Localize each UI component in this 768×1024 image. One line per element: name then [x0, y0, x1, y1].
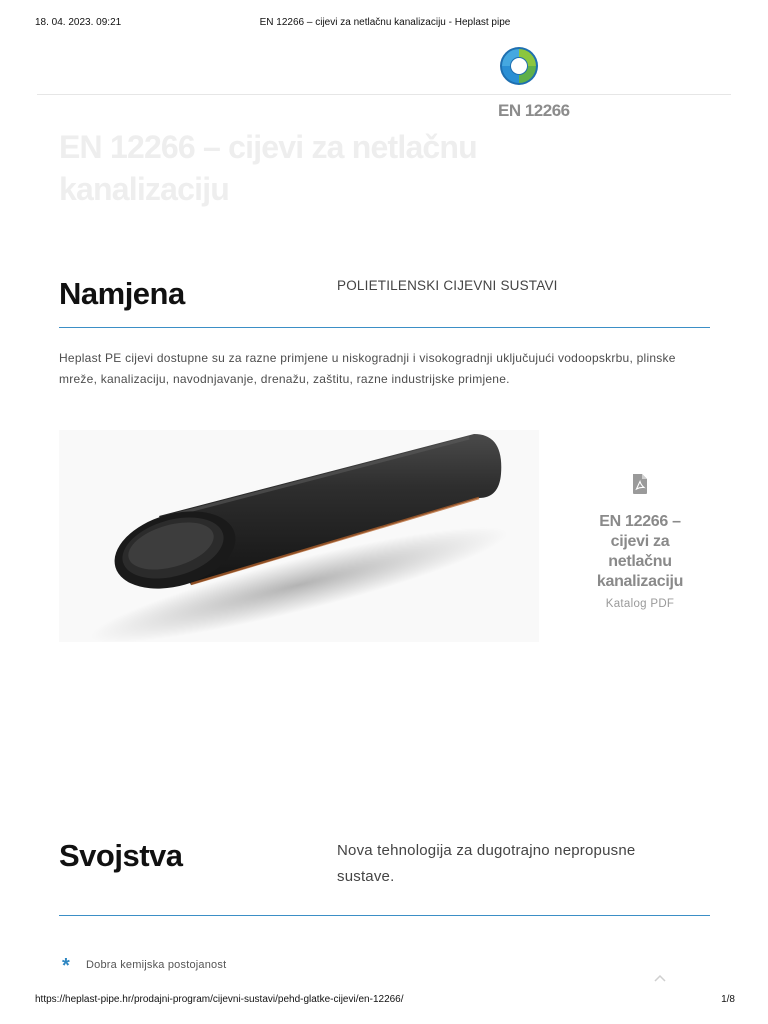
pdf-file-icon: [632, 474, 648, 494]
section-divider: [59, 915, 710, 916]
section-divider: [59, 327, 710, 328]
heplast-logo-icon[interactable]: [498, 45, 540, 87]
pdf-catalog-title[interactable]: EN 12266 – cijevi za netlačnu kanalizaciju: [596, 513, 684, 590]
chevron-up-icon[interactable]: [652, 970, 668, 980]
section-heading-svojstva: Svojstva: [59, 838, 183, 873]
pe-pipe-image: [59, 430, 539, 642]
print-footer: [35, 994, 735, 1008]
pdf-catalog-card[interactable]: [585, 474, 695, 610]
header-divider: [37, 94, 731, 95]
page-title: EN 12266 – cijevi za netlačnu kanalizaciju: [59, 129, 477, 207]
print-document-title: EN 12266 – cijevi za netlačnu kanalizaciju - Heplast pipe: [259, 17, 511, 28]
print-header: [35, 17, 735, 31]
section-subtitle: POLIETILENSKI CIJEVNI SUSTAVI: [337, 278, 558, 293]
print-datetime: 18. 04. 2023. 09:21: [35, 17, 122, 28]
asterisk-icon: *: [62, 955, 70, 977]
print-page-number: 1/8: [721, 994, 735, 1005]
svojstva-description: Nova tehnologija za dugotrajno nepropusne sustave.: [337, 842, 636, 885]
pdf-catalog-subtitle: Katalog PDF: [605, 598, 675, 610]
section-heading-namjena: Namjena: [59, 276, 185, 311]
logo-caption: EN 12266: [498, 101, 570, 120]
feature-label: Dobra kemijska postojanost: [86, 959, 227, 971]
intro-paragraph: Heplast PE cijevi dostupne su za razne primjene u niskogradnji i visokogradnji uključujući vodoopskrbu, plinske mreže, kanalizaciju, navodnjavanje, drenažu, zaštitu, razne industrijske primjene.: [59, 351, 676, 386]
print-url: https://heplast-pipe.hr/prodajni-program/cijevni-sustavi/pehd-glatke-cijevi/en-12266/: [35, 994, 404, 1005]
